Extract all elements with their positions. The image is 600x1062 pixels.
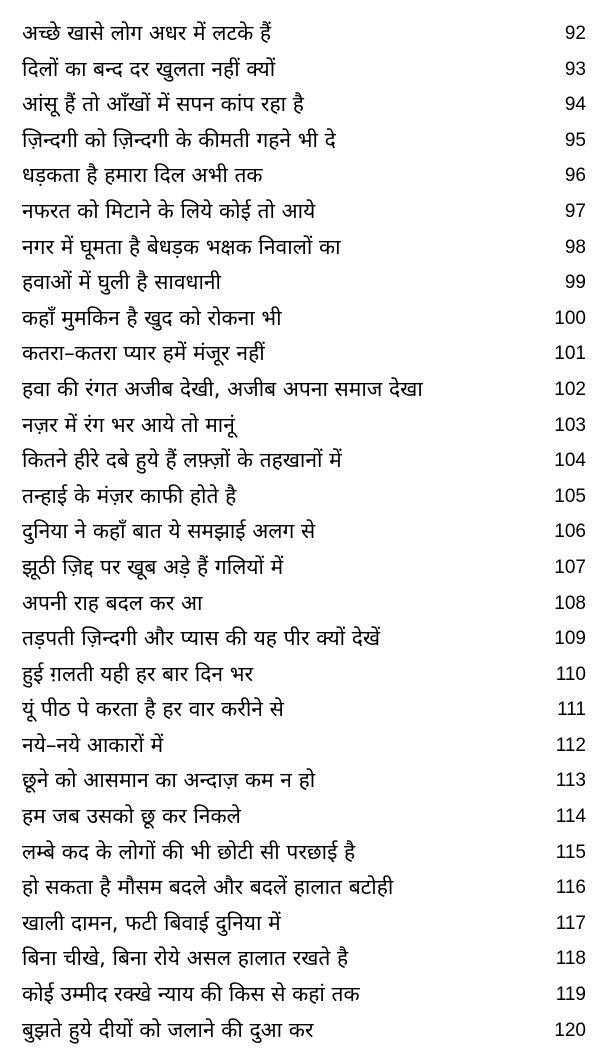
entry-page-number: 106 [554,521,586,543]
entry-title: दिलों का बन्द दर खुलता नहीं क्यों [22,56,276,81]
entry-page-number: 120 [554,1019,586,1041]
entry-page-number: 117 [555,912,586,934]
toc-entry [0,763,600,799]
toc-entry [0,336,600,372]
entry-page-number: 110 [555,663,586,685]
entry-page-number: 99 [564,272,586,294]
toc-entry [0,728,600,764]
entry-page-number: 115 [555,841,586,863]
toc-entry [0,586,600,622]
entry-page-number: 111 [557,699,586,721]
entry-title: बिना चीखे, बिना रोये असल हालात रखते है [22,946,349,971]
entry-page-number: 107 [554,556,586,578]
entry-title: आंसू हैं तो आँखों में सपन कांप रहा है [22,92,304,117]
entry-title: लम्बे कद के लोगों की भी छोटी सी परछाई है [22,839,356,864]
entry-title: अपनी राह बदल कर आ [22,590,203,615]
entry-page-number: 108 [554,592,586,614]
entry-title: तन्हाई के मंज़र काफी होते है [22,483,237,508]
entry-page-number: 103 [554,414,586,436]
entry-page-number: 102 [554,378,586,400]
entry-page-number: 98 [564,236,586,258]
toc-entry [0,158,600,194]
entry-title: कतरा–कतरा प्यार हमें मंजूर नहीं [22,341,265,366]
toc-entry [0,550,600,586]
toc-entry [0,1013,600,1049]
entry-page-number: 112 [555,734,586,756]
entry-title: नगर में घूमता है बेधड़क भक्षक निवालों का [22,234,341,259]
entry-page-number: 93 [564,58,586,80]
entry-title: धड़कता है हमारा दिल अभी तक [22,163,263,188]
entry-title: नज़र में रंग भर आये तो मानूं [22,412,235,437]
toc-entry [0,194,600,230]
toc-entry [0,123,600,159]
toc-entry [0,87,600,123]
toc-entry [0,870,600,906]
entry-title: तड़पती ज़िन्दगी और प्यास की यह पीर क्यों देखें [22,626,381,651]
entry-title: नये–नये आकारों में [22,732,164,757]
entry-page-number: 95 [564,129,586,151]
toc-entry [0,977,600,1013]
entry-page-number: 97 [564,200,586,222]
entry-page-number: 94 [564,94,586,116]
entry-page-number: 116 [555,877,586,899]
entry-page-number: 118 [555,948,586,970]
entry-title: खाली दामन, फटी बिवाई दुनिया में [22,910,281,935]
toc-entry [0,941,600,977]
entry-page-number: 105 [554,485,586,507]
toc-entry [0,657,600,693]
toc-entry [0,514,600,550]
entry-page-number: 104 [554,450,586,472]
toc-entry [0,408,600,444]
table-of-contents [0,16,600,1048]
toc-entry [0,16,600,52]
toc-entry [0,906,600,942]
entry-title: बुझते हुये दीयों को जलाने की दुआ कर [22,1017,314,1042]
entry-page-number: 119 [555,984,586,1006]
entry-title: हवा की रंगत अजीब देखी, अजीब अपना समाज देखा [22,376,423,401]
entry-title: कितने हीरे दबे हुये हैं लफ़्ज़ों के तहखानों में [22,448,342,473]
toc-entry [0,479,600,515]
entry-title: अच्छे खासे लोग अधर में लटके हैं [22,21,272,45]
toc-entry [0,301,600,337]
entry-page-number: 113 [555,770,586,792]
entry-title: कहाँ मुमकिन है खुद को रोकना भी [22,305,282,330]
entry-title: यूं पीठ पे करता है हर वार करीने से [22,697,284,722]
entry-title: झूठी ज़िद्द पर खूब अड़े हैं गलियों में [22,554,284,579]
entry-page-number: 100 [554,307,586,329]
toc-entry [0,443,600,479]
toc-entry [0,799,600,835]
entry-page-number: 92 [564,23,586,44]
toc-entry [0,621,600,657]
entry-title: हवाओं में घुली है सावधानी [22,270,221,295]
entry-title: हम जब उसको छू कर निकले [22,804,241,829]
entry-page-number: 109 [554,628,586,650]
entry-title: ज़िन्दगी को ज़िन्दगी के कीमती गहने भी दे [22,127,336,152]
toc-entry [0,265,600,301]
entry-title: हो सकता है मौसम बदले और बदलें हालात बटोही [22,875,394,900]
entry-page-number: 114 [555,806,586,828]
toc-entry [0,835,600,871]
entry-title: दुनिया ने कहाँ बात ये समझाई अलग से [22,519,316,544]
entry-title: हुई ग़लती यही हर बार दिन भर [22,661,254,686]
toc-entry [0,52,600,88]
entry-title: नफरत को मिटाने के लिये कोई तो आये [22,198,316,223]
entry-title: कोई उम्मीद रक्खे न्याय की किस से कहां तक [22,982,360,1007]
entry-page-number: 96 [564,165,586,187]
toc-entry [0,372,600,408]
toc-entry [0,692,600,728]
entry-page-number: 101 [554,343,586,365]
toc-entry [0,230,600,266]
entry-title: छूने को आसमान का अन्दाज़ कम न हो [22,768,316,793]
